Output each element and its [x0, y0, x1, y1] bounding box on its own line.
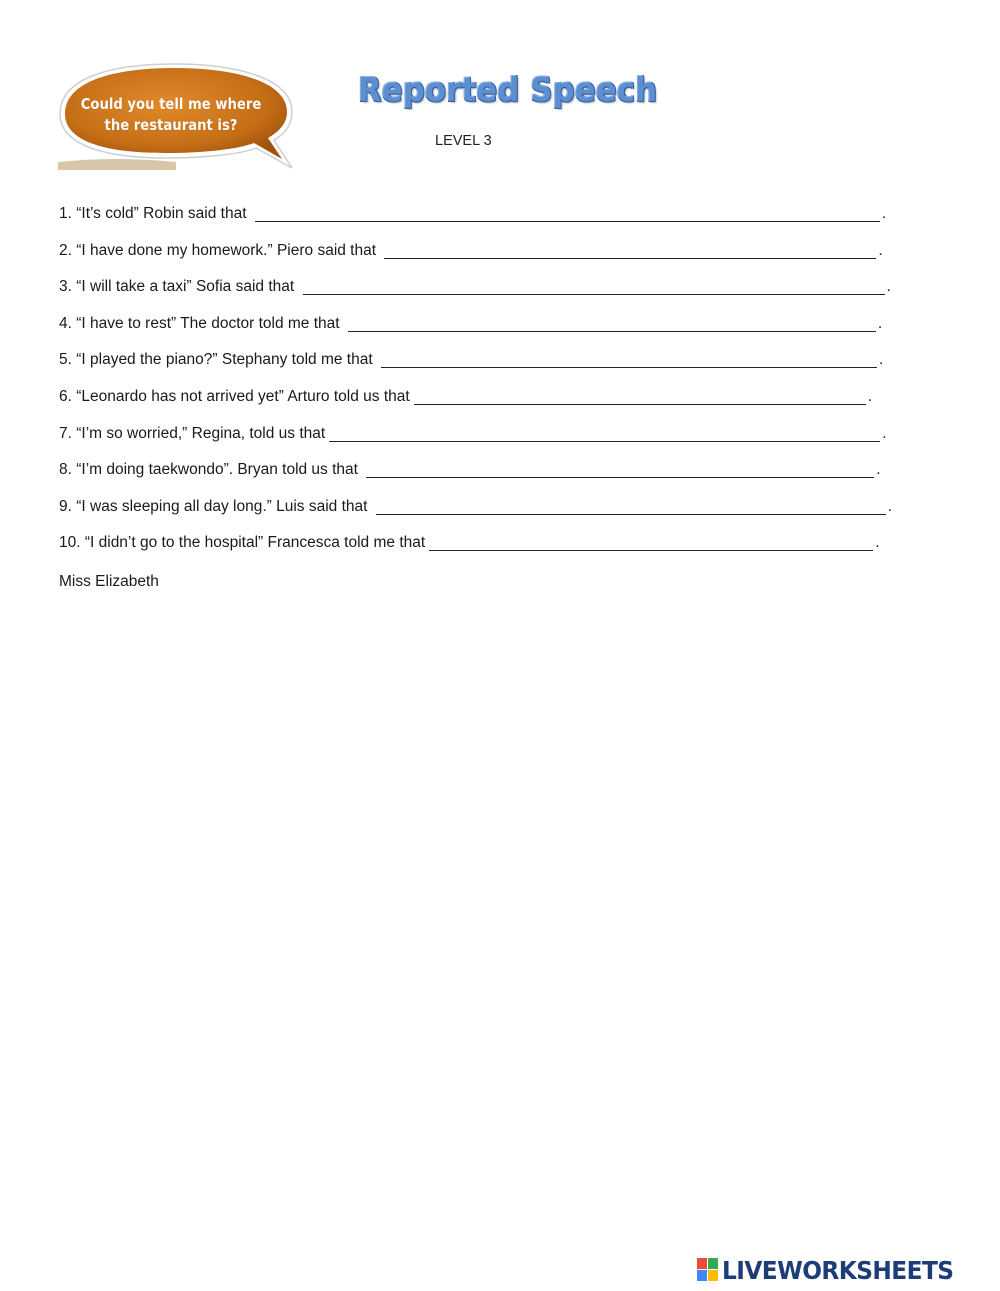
exercise-list — [59, 205, 919, 571]
exercise-period: . — [867, 387, 872, 405]
answer-blank[interactable] — [384, 242, 876, 259]
exercise-prompt: 7. “I’m so worried,” Regina, told us that — [59, 424, 326, 442]
bubble-text — [77, 94, 265, 136]
exercise-period: . — [887, 497, 893, 515]
exercise-item — [59, 425, 919, 462]
answer-blank[interactable] — [381, 351, 877, 368]
exercise-period: . — [878, 351, 884, 369]
speech-bubble-graphic — [56, 58, 296, 173]
brand-name: LIVEWORKSHEETS — [722, 1255, 954, 1285]
exercise-item — [59, 534, 919, 571]
signature: Miss Elizabeth — [59, 573, 159, 590]
liveworksheets-logo-icon — [697, 1258, 719, 1282]
exercise-prompt: 8. “I’m doing taekwondo”. Bryan told us that — [59, 461, 363, 479]
answer-blank[interactable] — [429, 534, 873, 551]
exercise-item — [59, 315, 919, 352]
exercise-period: . — [877, 314, 883, 332]
answer-blank[interactable] — [303, 278, 885, 295]
page-title: Reported Speech — [358, 70, 658, 109]
answer-blank[interactable] — [329, 425, 880, 442]
exercise-item — [59, 388, 919, 425]
exercise-period: . — [875, 534, 880, 552]
brand-logo — [697, 1255, 971, 1285]
exercise-item — [59, 278, 919, 315]
exercise-period: . — [882, 424, 887, 442]
exercise-prompt: 1. “It’s cold” Robin said that — [59, 205, 251, 222]
answer-blank[interactable] — [414, 388, 866, 405]
level-label: LEVEL 3 — [435, 133, 492, 149]
exercise-prompt: 3. “I will take a taxi” Sofia said that — [59, 278, 299, 296]
exercise-prompt: 5. “I played the piano?” Stephany told me that — [59, 351, 377, 369]
exercise-period: . — [876, 461, 881, 479]
exercise-period: . — [881, 205, 887, 222]
bubble-text-line2: the restaurant is? — [104, 116, 238, 134]
exercise-period: . — [886, 278, 891, 296]
answer-blank[interactable] — [348, 315, 876, 332]
answer-blank[interactable] — [255, 205, 880, 222]
exercise-item — [59, 242, 919, 279]
answer-blank[interactable] — [366, 461, 874, 478]
exercise-prompt: 6. “Leonardo has not arrived yet” Arturo told us that — [59, 387, 410, 405]
exercise-prompt: 4. “I have to rest” The doctor told me that — [59, 314, 344, 332]
exercise-prompt: 9. “I was sleeping all day long.” Luis said that — [59, 497, 372, 515]
exercise-period: . — [878, 241, 883, 259]
bubble-text-line1: Could you tell me where — [80, 95, 262, 113]
exercise-prompt: 10. “I didn’t go to the hospital” Francesca told me that — [59, 534, 426, 552]
exercise-item — [59, 498, 919, 535]
exercise-prompt: 2. “I have done my homework.” Piero said that — [59, 241, 381, 259]
answer-blank[interactable] — [376, 498, 886, 515]
exercise-item — [59, 461, 919, 498]
exercise-item — [59, 205, 919, 242]
exercise-item — [59, 351, 919, 388]
